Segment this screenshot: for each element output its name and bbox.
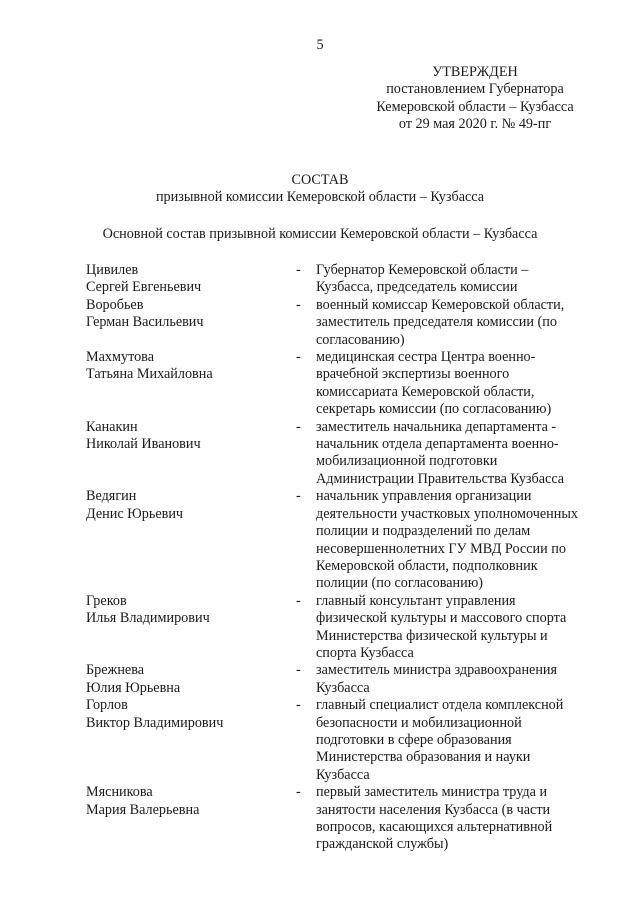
member-surname: Брежнева <box>86 662 145 679</box>
member-name <box>86 593 286 663</box>
member-role: главный консультант управления физической культуры и массового спорта Министерства физической культуры и спорта Кузбасса <box>316 592 567 661</box>
member-surname: Канакин <box>86 418 138 435</box>
member-given-name: Герман Васильевич <box>86 314 204 331</box>
member-surname: Ведягин <box>86 488 137 505</box>
members-list <box>86 262 606 854</box>
member-given-name: Юлия Юрьевна <box>86 679 181 696</box>
approval-title: УТВЕРЖДЕН <box>432 64 518 80</box>
member-role: начальник управления организации деятельности участковых уполномоченных полиции и подразделений по делам несовершеннолетних ГУ МВД России по Кемеровской области, подполковник полиции (по согласованию) <box>316 488 578 592</box>
member-role: заместитель начальника департамента - начальник отдела департамента военно- мобилизационной подготовки Администрации Правительства Кузбасса <box>316 418 565 487</box>
approval-line-3: от 29 мая 2020 г. № 49-пг <box>398 116 552 133</box>
member-name <box>86 488 286 592</box>
member-name <box>86 784 286 854</box>
document-subtitle: призывной комиссии Кемеровской области – Кузбасса <box>155 189 485 206</box>
member-name <box>86 349 286 419</box>
member-entry <box>86 697 606 784</box>
member-entry <box>86 262 606 297</box>
member-given-name: Татьяна Михайловна <box>86 366 213 383</box>
member-given-name: Илья Владимирович <box>86 610 210 627</box>
member-dash: - <box>296 349 301 366</box>
member-entry <box>86 488 606 592</box>
member-given-name: Виктор Владимирович <box>86 714 224 731</box>
member-given-name: Мария Валерьевна <box>86 801 200 818</box>
member-name <box>86 419 286 489</box>
member-dash: - <box>296 662 301 679</box>
member-dash: - <box>296 697 301 714</box>
member-surname: Махмутова <box>86 349 154 366</box>
member-dash: - <box>296 488 301 505</box>
member-surname: Воробьев <box>86 296 144 313</box>
member-role: Губернатор Кемеровской области – Кузбасса, председатель комиссии <box>316 262 529 296</box>
member-role: военный комиссар Кемеровской области, заместитель председателя комиссии (по согласованию) <box>316 296 565 348</box>
page-number: 5 <box>316 37 324 53</box>
member-name <box>86 662 286 697</box>
member-surname: Греков <box>86 592 127 609</box>
member-entry <box>86 349 606 419</box>
member-role: медицинская сестра Центра военно- врачебной экспертизы военного комиссариата Кемеровской области, секретарь комиссии (по согласованию) <box>316 349 552 418</box>
member-dash: - <box>296 296 301 313</box>
approval-line-2: Кемеровской области – Кузбасса <box>376 98 574 115</box>
member-dash: - <box>296 784 301 801</box>
document-heading <box>0 172 640 207</box>
member-role: первый заместитель министра труда и занятости населения Кузбасса (в части вопросов, касающихся альтернативной гражданской службы) <box>316 784 553 853</box>
member-entry <box>86 419 606 489</box>
document-title: СОСТАВ <box>291 172 349 188</box>
member-surname: Цивилев <box>86 262 139 278</box>
approval-block <box>360 64 590 134</box>
member-entry <box>86 297 606 349</box>
member-name <box>86 262 286 297</box>
section-heading: Основной состав призывной комиссии Кемеровской области – Кузбасса <box>102 226 538 242</box>
member-entry <box>86 662 606 697</box>
member-given-name: Николай Иванович <box>86 436 201 453</box>
member-name <box>86 697 286 784</box>
member-given-name: Сергей Евгеньевич <box>86 279 202 296</box>
member-dash: - <box>296 262 301 278</box>
member-role: главный специалист отдела комплексной безопасности и мобилизационной подготовки в сфере образования Министерства образования и науки Кузбасса <box>316 697 564 783</box>
member-dash: - <box>296 592 301 609</box>
member-role: заместитель министра здравоохранения Кузбасса <box>316 662 558 696</box>
member-surname: Горлов <box>86 697 128 714</box>
member-given-name: Денис Юрьевич <box>86 505 184 522</box>
member-entry <box>86 784 606 854</box>
member-surname: Мясникова <box>86 784 153 801</box>
member-dash: - <box>296 418 301 435</box>
member-name <box>86 297 286 349</box>
approval-line-1: постановлением Губернатора <box>386 81 564 98</box>
member-entry <box>86 593 606 663</box>
